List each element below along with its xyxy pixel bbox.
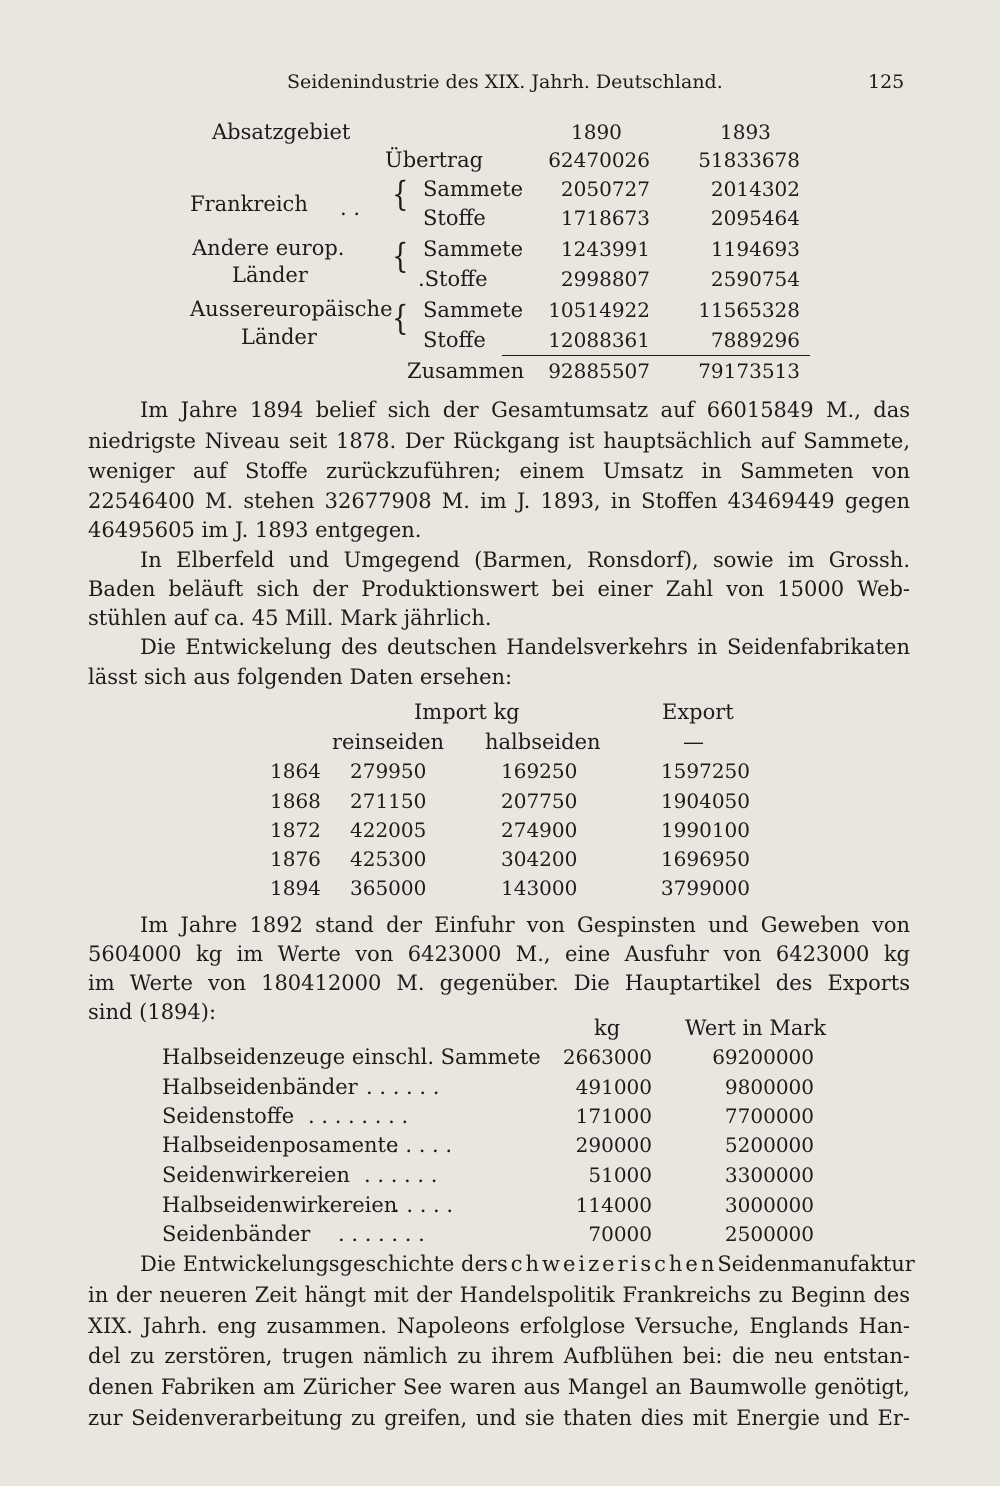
running-title: Seidenindustrie des XIX. Jahrh. Deutschland. [287,71,723,93]
uebertrag-label: Übertrag [385,148,484,172]
leader-dots: . . . . . . [364,1163,438,1187]
emphasis-text: schweizerischen [496,1252,718,1276]
text-line: Im Jahre 1894 belief sich der Gesamtumsatz auf 66015849 M., das [140,398,910,422]
value-1893: 2014302 [710,177,800,201]
article-wert: 3300000 [724,1163,814,1187]
value-1890: 1718673 [560,206,650,230]
text-line: im Werte von 180412000 M. gegenüber. Die Hauptartikel des Exports [88,971,910,995]
uebertrag-1893: 51833678 [698,148,800,172]
article-kg: 491000 [575,1075,652,1099]
text-line: zur Seidenverarbeitung zu greifen, und sie thaten dies mit Energie und Er- [88,1406,910,1430]
header-export-dash: — [683,730,704,754]
article-kg: 114000 [575,1193,652,1217]
export-value: 1990100 [660,818,750,842]
article-kg: 290000 [575,1133,652,1157]
text-segment: Die Entwickelungsgeschichte der [140,1252,497,1276]
leader-dots: . . . . . . [366,1075,440,1099]
leader-dots: . . . . . [393,1193,454,1217]
text-line: Im Jahre 1892 stand der Einfuhr von Gespinsten und Geweben von [140,913,910,937]
item-label: Stoffe [423,206,486,230]
value-1890: 10514922 [548,298,650,322]
header-halbseiden: halbseiden [485,730,601,754]
text-line: denen Fabriken am Züricher See waren aus Mangel an Baumwolle genötigt, [88,1375,910,1399]
header-kg: kg [594,1016,621,1040]
leader-dots: . . . . . [392,1133,453,1157]
text-line: sind (1894): [88,1000,217,1024]
value-1890: 12088361 [548,328,650,352]
article-kg: 171000 [575,1104,652,1128]
article-label: Seidenbänder [162,1222,311,1246]
region-andere-europ: Andere europ. [192,236,345,260]
article-wert: 69200000 [712,1045,814,1069]
year: 1872 [270,818,321,842]
export-value: 3799000 [660,876,750,900]
header-1890: 1890 [571,120,622,144]
text-line: Die Entwickelung des deutschen Handelsverkehrs in Seidenfabrikaten [140,635,910,659]
article-wert: 7700000 [724,1104,814,1128]
text-line: del zu zerstören, trugen nämlich zu ihrem Aufblühen bei: die neu entstan- [88,1344,910,1368]
article-label: Seidenwirkereien [162,1163,350,1187]
import-reinseiden: 271150 [350,789,427,813]
region-frankreich-dots: . . [340,196,361,220]
item-label: Sammete [423,298,524,322]
article-label: Halbseidenzeuge einschl. Sammete [162,1045,541,1069]
text-line: weniger auf Stoffe zurückzuführen; einem Umsatz in Sammeten von [88,459,910,483]
import-halbseiden: 207750 [501,789,578,813]
header-wert: Wert in Mark [685,1016,827,1040]
export-value: 1597250 [660,759,750,783]
text-line: stühlen auf ca. 45 Mill. Mark jährlich. [88,606,492,630]
value-1893: 11565328 [698,298,800,322]
leader-dots: . . . . . . . [338,1222,425,1246]
article-wert: 9800000 [724,1075,814,1099]
text-line: 22546400 M. stehen 32677908 M. im J. 1893, in Stoffen 43469449 gegen [88,489,910,513]
page-number: 125 [868,71,905,93]
text-line: niedrigste Niveau seit 1878. Der Rückgang ist hauptsächlich auf Sammete, [88,429,910,453]
year: 1864 [270,759,321,783]
header-1893: 1893 [720,120,771,144]
value-1890: 2050727 [560,177,650,201]
header-import: Import kg [414,700,520,724]
region-frankreich: Frankreich [190,192,308,216]
brace-icon: { [392,237,409,277]
text-line [140,1249,915,1280]
total-rule [502,355,810,356]
value-1893: 2590754 [710,267,800,291]
value-1893: 2095464 [710,206,800,230]
text-segment: Seidenmanufaktur [717,1252,915,1276]
import-halbseiden: 274900 [501,818,578,842]
region-aussereuropaeische: Aussereuropäische [190,297,393,321]
export-value: 1904050 [660,789,750,813]
text-line: 5604000 kg im Werte von 6423000 M., eine Ausfuhr von 6423000 kg [88,942,910,966]
item-label: .Stoffe [418,267,488,291]
value-1890: 1243991 [560,237,650,261]
total-label: Zusammen [407,359,525,383]
uebertrag-1890: 62470026 [548,148,650,172]
article-wert: 2500000 [724,1222,814,1246]
brace-icon: { [392,299,409,339]
year: 1868 [270,789,321,813]
total-1890: 92885507 [548,359,650,383]
import-halbseiden: 143000 [501,876,578,900]
text-line: XIX. Jahrh. eng zusammen. Napoleons erfolglose Versuche, Englands Han- [88,1314,910,1338]
article-label: Seidenstoffe [162,1104,295,1128]
article-kg: 2663000 [562,1045,652,1069]
text-line: lässt sich aus folgenden Daten ersehen: [88,665,513,689]
import-reinseiden: 279950 [350,759,427,783]
value-1890: 2998807 [560,267,650,291]
total-1893: 79173513 [698,359,800,383]
text-line: In Elberfeld und Umgegend (Barmen, Ronsdorf), sowie im Grossh. [140,548,910,572]
brace-icon: { [392,175,409,215]
header-export: Export [662,700,734,724]
region-aussereuropaeische-line2: Länder [241,325,317,349]
item-label: Sammete [423,177,524,201]
article-wert: 5200000 [724,1133,814,1157]
text-line: Baden beläuft sich der Produktionswert bei einer Zahl von 15000 Web- [88,577,910,601]
text-line: in der neueren Zeit hängt mit der Handelspolitik Frankreichs zu Beginn des [88,1283,910,1307]
text-line: 46495605 im J. 1893 entgegen. [88,518,422,542]
import-reinseiden: 422005 [350,818,427,842]
header-absatzgebiet: Absatzgebiet [212,120,351,144]
value-1893: 1194693 [710,237,800,261]
article-label: Halbseidenposamente [162,1133,399,1157]
year: 1894 [270,876,321,900]
value-1893: 7889296 [710,328,800,352]
article-kg: 51000 [588,1163,652,1187]
article-label: Halbseidenwirkereien [162,1193,398,1217]
region-andere-europ-line2: Länder [232,263,308,287]
article-label: Halbseidenbänder [162,1075,358,1099]
import-halbseiden: 304200 [501,847,578,871]
item-label: Sammete [423,237,524,261]
export-value: 1696950 [660,847,750,871]
year: 1876 [270,847,321,871]
item-label: Stoffe [423,328,486,352]
import-reinseiden: 425300 [350,847,427,871]
leader-dots: . . . . . . . . [308,1104,409,1128]
article-wert: 3000000 [724,1193,814,1217]
article-kg: 70000 [588,1222,652,1246]
header-reinseiden: reinseiden [332,730,445,754]
import-halbseiden: 169250 [501,759,578,783]
import-reinseiden: 365000 [350,876,427,900]
